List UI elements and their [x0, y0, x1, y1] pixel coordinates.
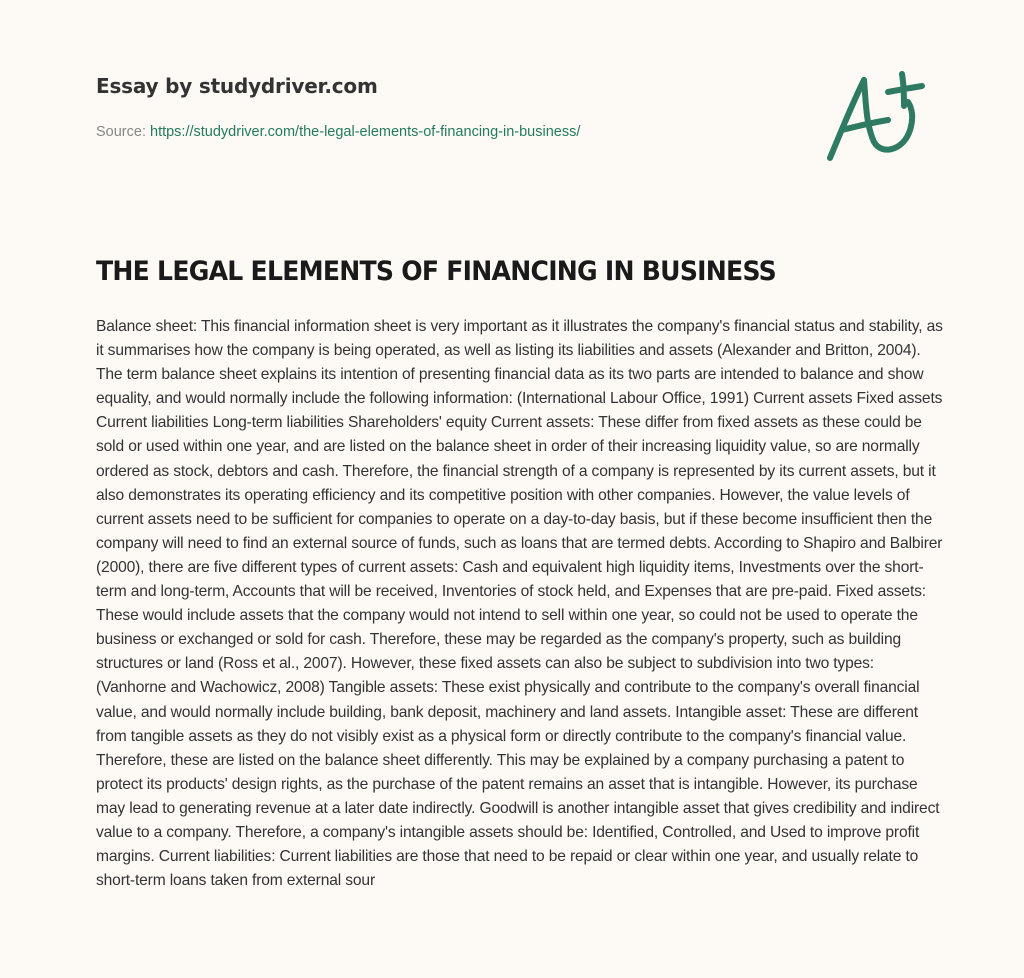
source-label: Source: [96, 124, 150, 140]
source-line [96, 124, 580, 140]
site-title: Essay by studydriver.com [96, 74, 378, 98]
source-link[interactable]: https://studydriver.com/the-legal-elements-of-financing-in-business/ [150, 124, 581, 140]
document-body: Balance sheet: This financial information sheet is very important as it illustrates the company's financial status and stability, as it summarises how the company is being operated, as well as listing its liabilities and assets (Alexander and Britton, 2004). The term balance sheet explains its intention of presenting financial data as its two parts are intended to balance and show equality, and would normally include the following information: (International Labour Office, 1991) Current assets Fixed assets Current liabilities Long-term liabilities Shareholders' equity Current assets: These differ from fixed assets as these could be sold or used within one year, and are listed on the balance sheet in order of their increasing liquidity value, so are normally ordered as stock, debtors and cash. Therefore, the financial strength of a company is represented by its current assets, but it also demonstrates its operating efficiency and its competitive position with other companies. However, the value levels of current assets need to be sufficient for companies to operate on a day-to-day basis, but if these become insufficient then the company will need to find an external source of funds, such as loans that are termed debts. According to Shapiro and Balbirer (2000), there are five different types of current assets: Cash and equivalent high liquidity items, Investments over the short-term and long-term, Accounts that will be received, Inventories of stock held, and Expenses that are pre-paid. Fixed assets: These would include assets that the company would not intend to sell within one year, so could not be used to operate the business or exchanged or sold for cash. Therefore, these may be regarded as the company's property, such as building structures or land (Ross et al., 2007). However, these fixed assets can also be subject to subdivision into two types: (Vanhorne and Wachowicz, 2008) Tangible assets: These exist physically and contribute to the company's overall financial value, and would normally include building, bank deposit, machinery and land assets. Intangible asset: These are different from tangible assets as they do not visibly exist as a physical form or directly contribute to the company's financial value. Therefore, these are listed on the balance sheet differently. This may be explained by a company purchasing a patent to protect its products' design rights, as the purchase of the patent remains an asset that is intangible. However, its purchase may lead to generating revenue at a later date indirectly. Goodwill is another intangible asset that gives credibility and indirect value to a company. Therefore, a company's intangible assets should be: Identified, Controlled, and Used to improve profit margins. Current liabilities: Current liabilities are those that need to be repaid or clear within one year, and usually relate to short-term loans taken from external sour [96, 318, 943, 890]
document-title: THE LEGAL ELEMENTS OF FINANCING IN BUSINESS [96, 256, 777, 287]
a-plus-grade-icon [818, 64, 930, 164]
page-header [96, 74, 936, 140]
